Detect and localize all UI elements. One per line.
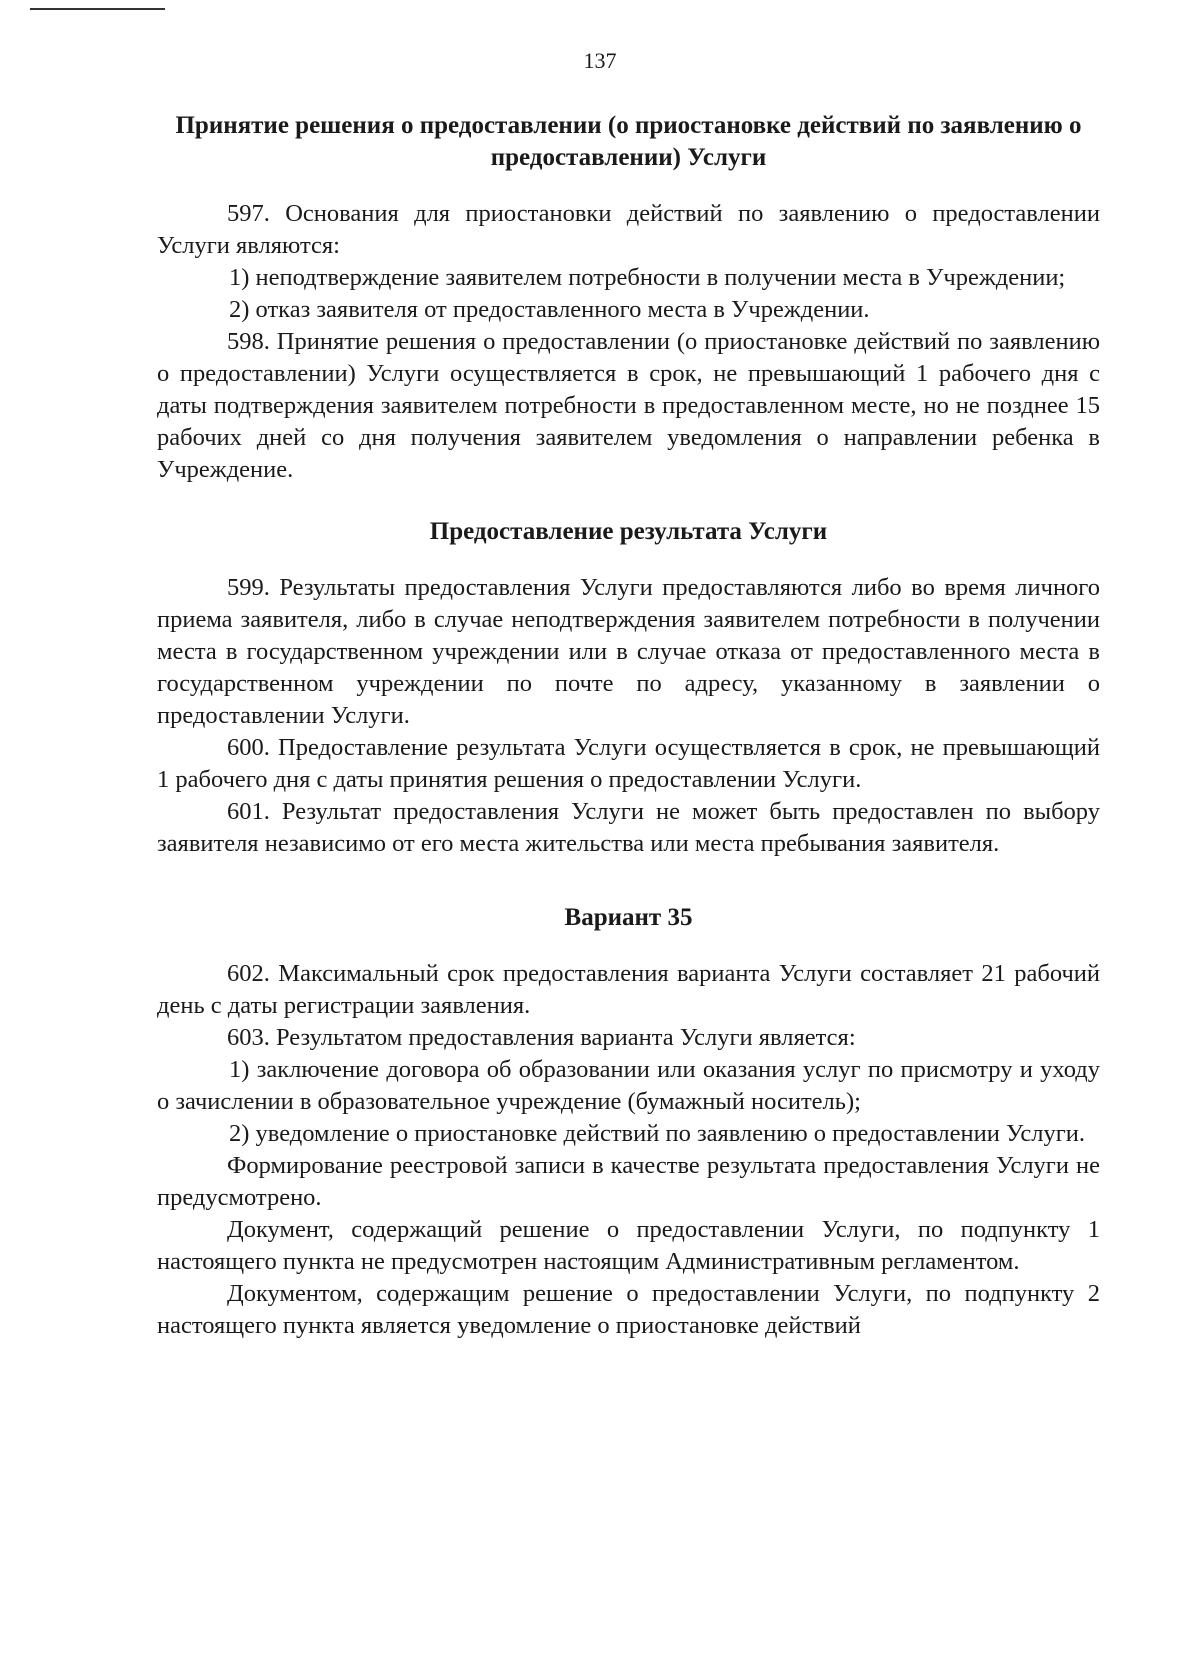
paragraph-602: 602. Максимальный срок предоставления варианта Услуги составляет 21 рабочий день с даты регистрации заявления. [157, 960, 1100, 1019]
paragraph-603-item-1: 1) заключение договора об образовании или оказания услуг по присмотру и уходу о зачислении в образовательное учреждение (бумажный носитель); [157, 1056, 1100, 1115]
paragraph-597: 597. Основания для приостановки действий по заявлению о предоставлении Услуги являются: [157, 200, 1100, 259]
paragraph-document-subitem-2: Документом, содержащим решение о предоставлении Услуги, по подпункту 2 настоящего пункта является уведомление о приостановке действий [157, 1280, 1100, 1339]
paragraph-598: 598. Принятие решения о предоставлении (о приостановке действий по заявлению о предоставлении) Услуги осуществляется в срок, не превышающий 1 рабочего дня с даты подтверждения заявителем потребности в предоставленном месте, но не позднее 15 рабочих дней со дня получения заявителем уведомления о направлении ребенка в Учреждение. [157, 328, 1100, 483]
paragraph-603-item-2: 2) уведомление о приостановке действий по заявлению о предоставлении Услуги. [229, 1120, 1085, 1147]
paragraph-603: 603. Результатом предоставления варианта Услуги является: [227, 1024, 856, 1051]
section-heading-decision: Принятие решения о предоставлении (о приостановке действий по заявлению о предоставлении) Услуги [175, 112, 1082, 171]
paragraph-600: 600. Предоставление результата Услуги осуществляется в срок, не превышающий 1 рабочего дня с даты принятия решения о предоставлении Услуги. [157, 734, 1100, 793]
section-heading-variant-35: Вариант 35 [564, 904, 693, 931]
page-content [157, 110, 1100, 1342]
page-number: 137 [583, 48, 617, 73]
paragraph-registry-note: Формирование реестровой записи в качестве результата предоставления Услуги не предусмотрено. [157, 1152, 1100, 1211]
paragraph-597-item-2: 2) отказ заявителя от предоставленного места в Учреждении. [229, 296, 870, 323]
paragraph-599: 599. Результаты предоставления Услуги предоставляются либо во время личного приема заявителя, либо в случае неподтверждения заявителем потребности в получении места в государственном учреждении или в случае отказа от предоставленного места в государственном учреждении по почте по адресу, указанному в заявлении о предоставлении Услуги. [157, 574, 1100, 729]
paragraph-document-subitem-1: Документ, содержащий решение о предоставлении Услуги, по подпункту 1 настоящего пункта не предусмотрен настоящим Административным регламентом. [157, 1216, 1100, 1275]
paragraph-601: 601. Результат предоставления Услуги не может быть предоставлен по выбору заявителя независимо от его места жительства или места пребывания заявителя. [157, 798, 1100, 857]
section-heading-result: Предоставление результата Услуги [429, 518, 828, 545]
paragraph-597-item-1: 1) неподтверждение заявителем потребности в получении места в Учреждении; [229, 264, 1066, 291]
